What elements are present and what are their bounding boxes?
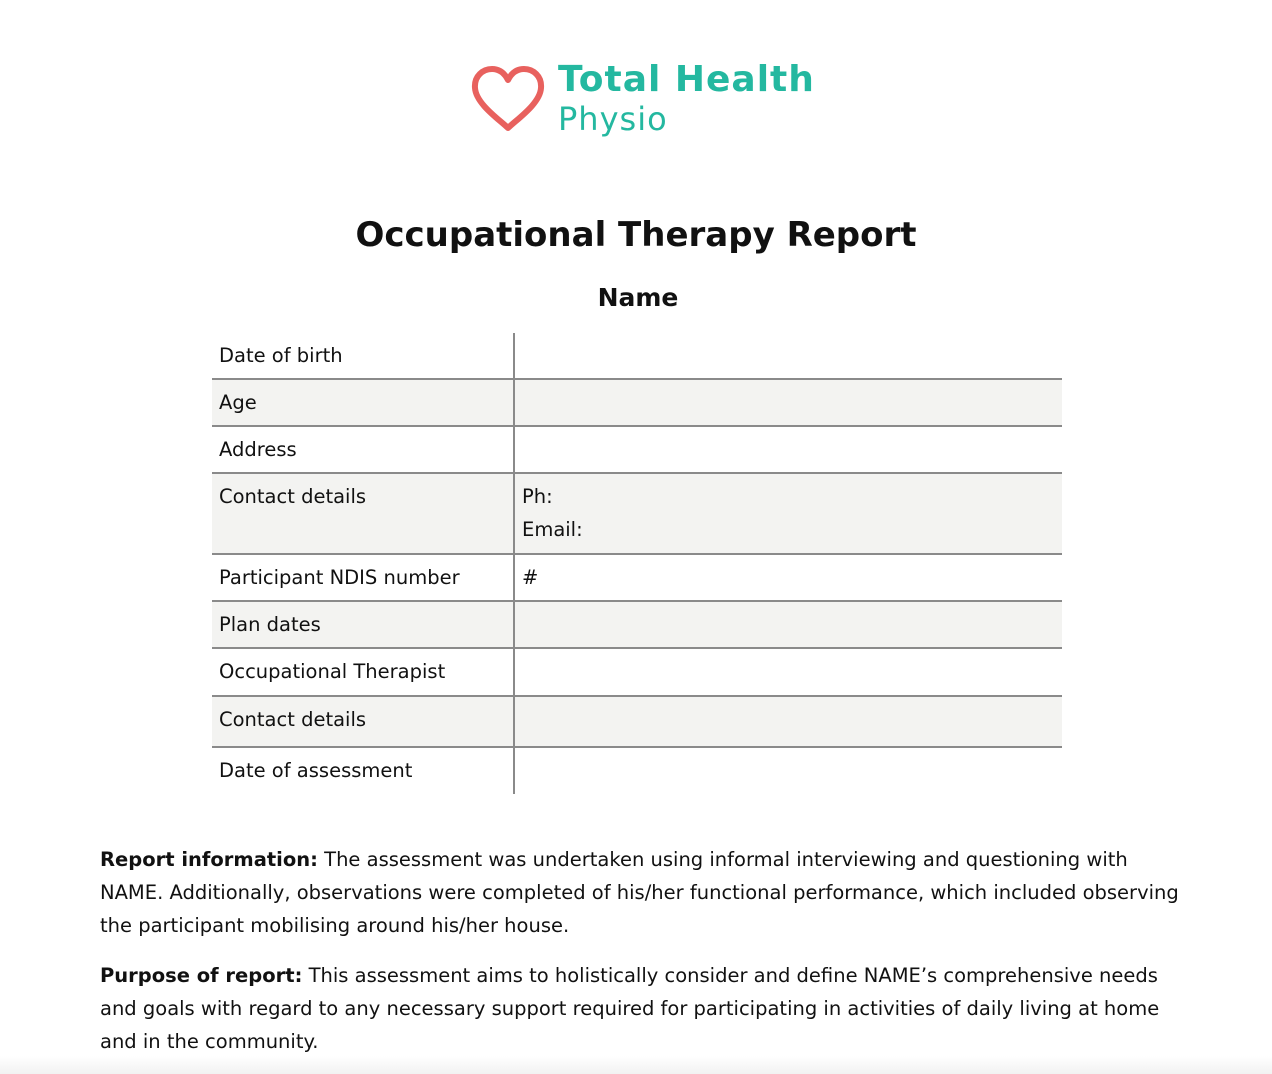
table-cell-value[interactable]: #: [514, 554, 1062, 601]
document-title[interactable]: Occupational Therapy Report: [355, 215, 917, 255]
table-cell-label[interactable]: Address: [212, 426, 514, 473]
table-row: [212, 747, 1062, 794]
report-information-heading: Report information:: [100, 848, 318, 871]
table-row: [212, 333, 1062, 379]
report-information-paragraph[interactable]: [100, 843, 1190, 942]
table-cell-label[interactable]: Date of birth: [212, 333, 514, 379]
table-cell-label[interactable]: Occupational Therapist: [212, 648, 514, 696]
company-logo: [470, 59, 815, 140]
table-cell-label[interactable]: Contact details: [212, 696, 514, 747]
table-cell-label[interactable]: Date of assessment: [212, 747, 514, 794]
table-row: [212, 601, 1062, 648]
table-cell-value[interactable]: [514, 426, 1062, 473]
table-row: [212, 648, 1062, 696]
table-cell-label[interactable]: Age: [212, 379, 514, 426]
table-cell-value[interactable]: [514, 747, 1062, 794]
table-row: [212, 696, 1062, 747]
purpose-heading: Purpose of report:: [100, 964, 303, 987]
page-bottom-edge: [0, 1056, 1272, 1074]
table-cell-value[interactable]: [514, 696, 1062, 747]
purpose-paragraph[interactable]: [100, 959, 1190, 1058]
participant-name-heading[interactable]: Name: [597, 283, 679, 312]
table-cell-label[interactable]: Participant NDIS number: [212, 554, 514, 601]
table-row: [212, 426, 1062, 473]
table-row: [212, 473, 1062, 554]
table-row: [212, 379, 1062, 426]
table-cell-value[interactable]: [514, 333, 1062, 379]
report-information-text: The assessment was undertaken using informal interviewing and questioning with NAME. Additionally, observations were completed of his/her functional performance, which included observing the participant mobilising around his/her house.: [100, 848, 1179, 937]
logo-text-line1: Total Health: [558, 59, 815, 100]
participant-info-table: [212, 333, 1062, 794]
table-cell-label[interactable]: Contact details: [212, 473, 514, 554]
table-cell-value[interactable]: [514, 648, 1062, 696]
logo-text-line2: Physio: [558, 100, 668, 138]
table-cell-value[interactable]: Ph: Email:: [514, 473, 1062, 554]
table-cell-label[interactable]: Plan dates: [212, 601, 514, 648]
heart-icon: [470, 64, 546, 134]
table-cell-value[interactable]: [514, 379, 1062, 426]
table-row: [212, 554, 1062, 601]
purpose-text: This assessment aims to holistically consider and define NAME’s comprehensive needs and goals with regard to any necessary support required for participating in activities of daily living at home and in the community.: [100, 964, 1160, 1053]
table-cell-value[interactable]: [514, 601, 1062, 648]
